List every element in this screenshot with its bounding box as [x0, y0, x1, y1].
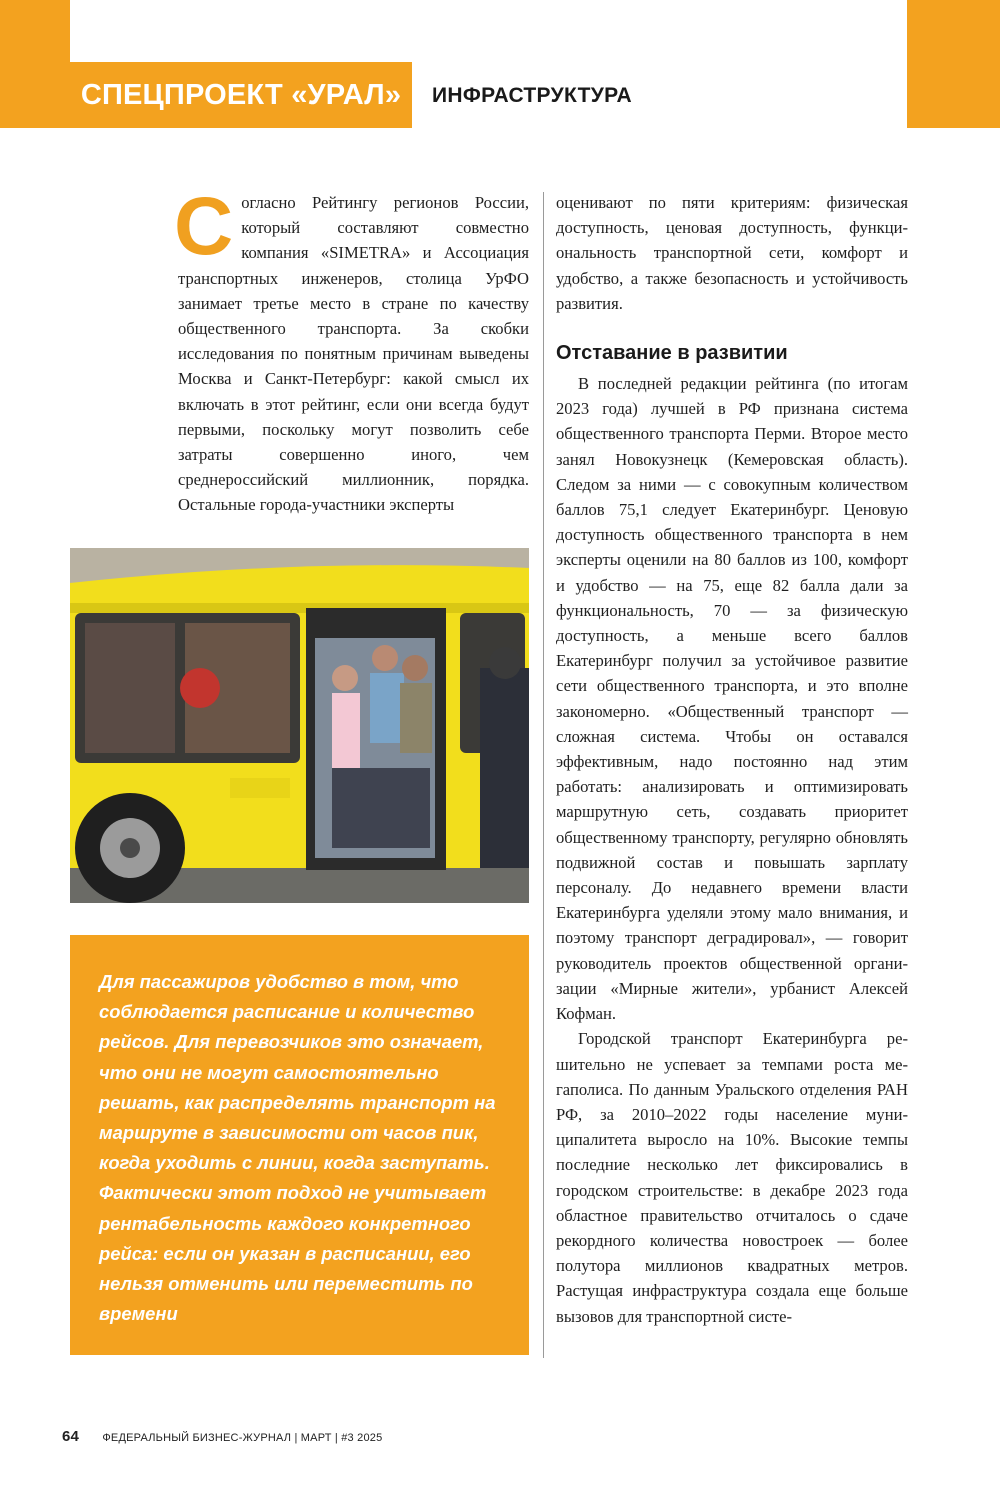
article-paragraph-3: Городской транспорт Екатеринбурга решительно не успевает за темпами роста мегаполиса. По данным Уральского отделения РАН РФ, за 2010–2022 годы население муниципалитета выросло на 10%. Высокие темпы последние несколько лет фиксировались в городском строительстве: в декабре 2023 года областное правительство отчиталось о сдаче рекордного количества новостроек — более полутора миллионов квадратных метров. Растущая инфраструктура создала еще больше вызовов для транспортной систе-: [556, 1029, 908, 1326]
rubric-title: СПЕЦПРОЕКТ «УРАЛ»: [80, 79, 402, 111]
issue-line: ФЕДЕРАЛЬНЫЙ БИЗНЕС-ЖУРНАЛ | МАРТ | #3 2025: [102, 1432, 383, 1444]
bus-illustration: [70, 548, 529, 903]
article-paragraph-2: В последней редакции рейтинга (по итогам 2023 года) лучшей в РФ признана система общественного транспорта Перми. Второе место занял Новокузнецк (Кемеровская область). Следом за ними — с совокупным количеством баллов 75,1 следует Екатеринбург. Ценовую доступность общественного транспорта в нем эксперты оценили на 80 баллов из 100, комфорт и удобство — на 75, еще 82 балла дали за функциональность, 70 — за физическую доступность, а меньше всего баллов Екатеринбург получил за устойчивое развитие сети общественного транспорта, и это вполне закономерно. «Общественный транспорт — сложная система. Чтобы он оставался эффективным, надо постоянно над этим работать: анализировать и оптимизировать маршрутную сеть, создавать приоритет общественному транспорту, регулярно обновлять подвижной состав и повышать зарплату персоналу. До недавнего времени власти Екатеринбурга уделяли этому мало внимания, и поэтому транспорт деградировал», — говорит руководитель проектов общественной организации «Мирные жители», урбанист Алексей Кофман.: [556, 374, 908, 1024]
drop-cap: С: [174, 181, 234, 272]
pull-quote-text: Для пассажиров удобство в том, что соблюдается расписание и количество рейсов. Для перевозчиков это означает, что они не могут самостоятельно решать, как распределять транспорт на маршруте в зависимости от часов пик, когда уходить с линии, когда заступать. Фактически этот подход не учитывает рентабельность каждого конкретного рейса: если он указан в расписании, его нельзя отменить или переместить по времени: [99, 971, 496, 1325]
page-number: 64: [62, 1428, 80, 1445]
article-lead-paragraph: [174, 181, 529, 518]
article-column-2: [556, 190, 908, 1329]
corner-accent-right: [907, 0, 1000, 128]
article-column-1: [174, 181, 529, 518]
pull-quote-box: [70, 935, 529, 1355]
lead-text: огласно Рейтингу регионов России, который составляют совместно компания «SIMETRA» и Ассоциация транспортных инженеров, столица УрФО занимает третье место в стране по качеству общественного транспорта. За скобки исследования по понятным причинам выведены Москва и Санкт-Петербург: какой смысл их включать в этот рейтинг, если они всегда будут первыми, поскольку могут позволить себе затраты совершенно иного, чем среднероссийский миллионник, порядка. Остальные города-участники эксперты: [178, 193, 529, 515]
corner-accent-left: [0, 0, 70, 128]
page-footer: [62, 1428, 382, 1445]
column-divider: [543, 192, 544, 1358]
section-title: ИНФРАСТРУКТУРА: [432, 84, 633, 107]
bus-photo: [70, 548, 529, 903]
lead-continuation: оценивают по пяти критериям: физическая доступность, ценовая доступность, функциональность транспортной сети, комфорт и удобство, а также безопасность и устойчивость развития.: [556, 193, 908, 313]
subheading: Отставание в развитии: [556, 342, 788, 365]
rubric-banner: [70, 62, 412, 128]
